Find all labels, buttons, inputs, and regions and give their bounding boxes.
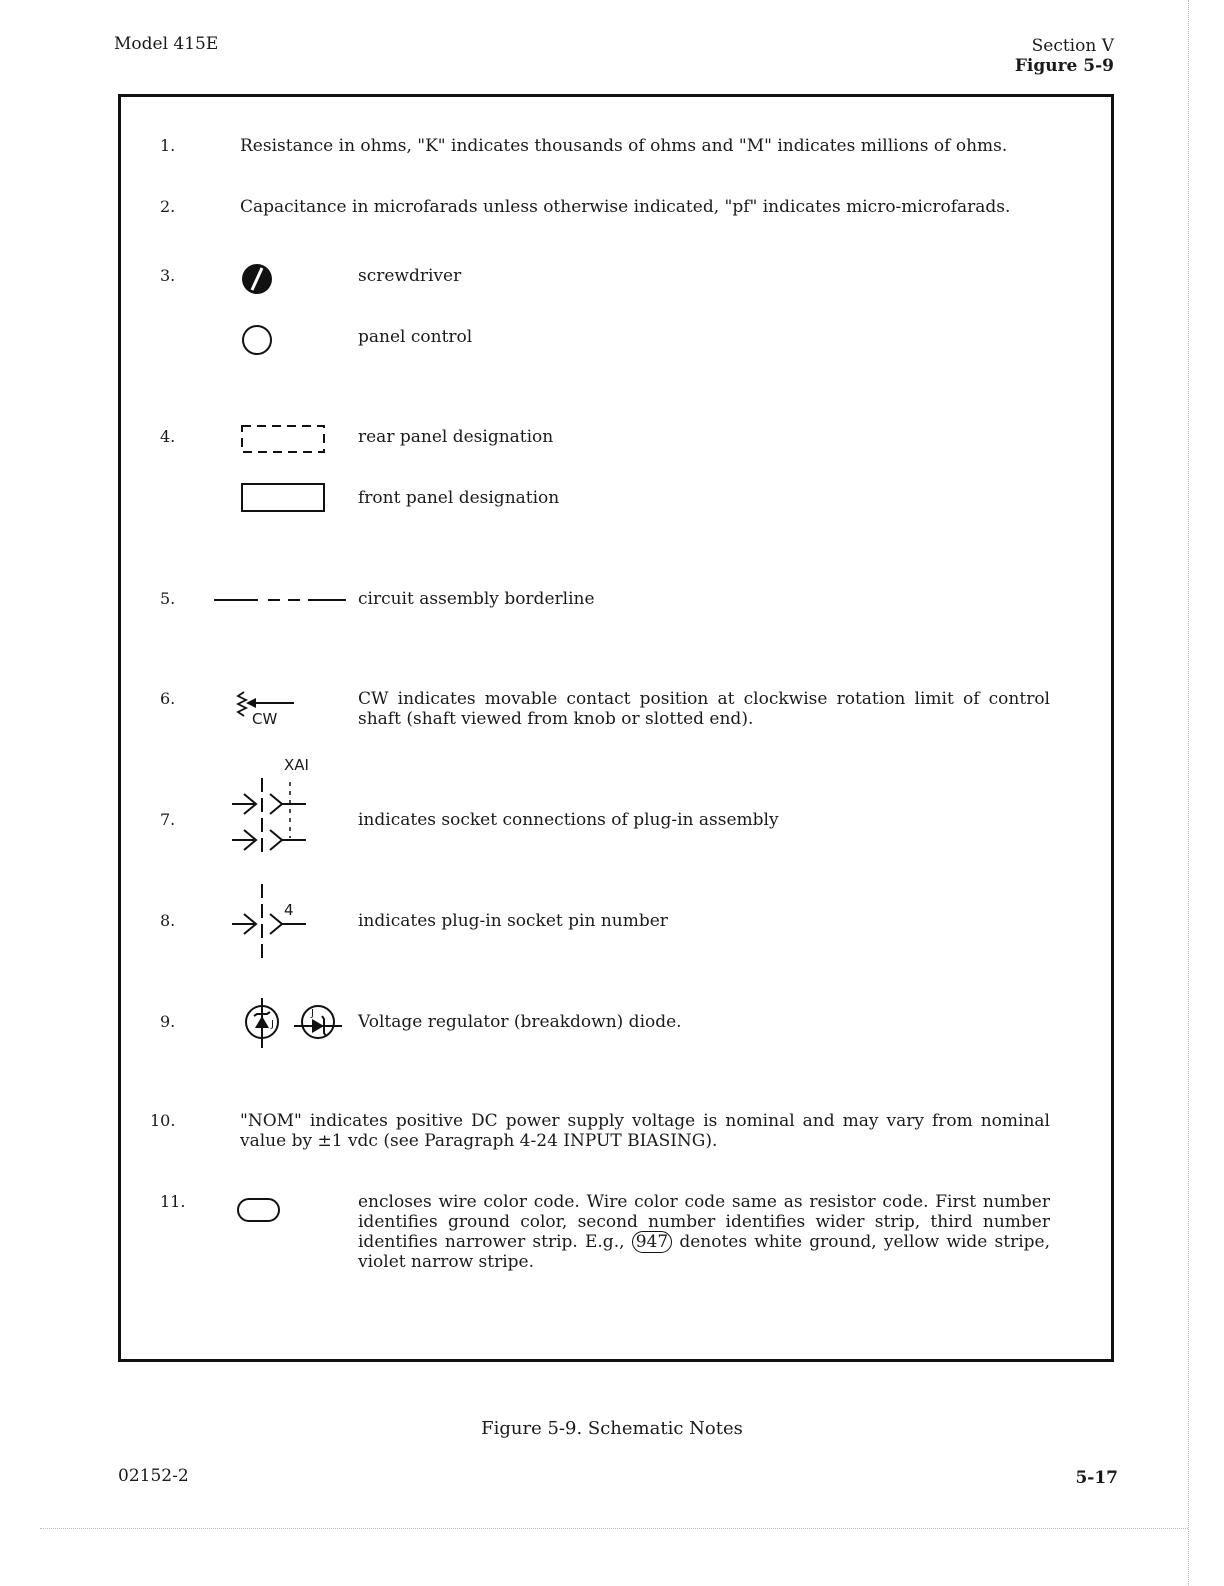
note-text: indicates socket connections of plug-in assembly [358,810,779,830]
wire-color-code-icon [236,1196,282,1226]
note-text: Resistance in ohms, "K" indicates thousands of ohms and "M" indicates millions of ohms. [240,136,1008,156]
figure-ref-label: Figure 5-9 [1014,56,1114,76]
model-label: Model 415E [114,34,219,54]
page-edge-bottom [40,1528,1188,1529]
page-edge-right [1188,0,1189,1586]
zener-diode-icon [240,996,344,1052]
socket-pin-icon [226,880,316,962]
example-color-code: 947 [632,1231,672,1253]
note-number: 10. [150,1111,176,1130]
borderline-icon [212,590,352,610]
xai-label: XAI [284,756,309,774]
note-text: indicates plug-in socket pin number [358,911,668,931]
note-text: Voltage regulator (breakdown) diode. [358,1012,682,1032]
note-number: 11. [160,1192,186,1211]
note-number: 7. [160,810,176,829]
note-number: 4. [160,427,176,446]
panel-control-icon [240,323,276,357]
section-label: Section V [1031,36,1114,56]
cw-symbol [236,688,300,732]
note-number: 3. [160,266,176,285]
panel-control-label: panel control [358,327,473,347]
front-panel-label: front panel designation [358,488,560,508]
note-number: 9. [160,1012,176,1031]
screwdriver-icon [240,262,276,296]
note-text: "NOM" indicates positive DC power supply voltage is nominal and may vary from nominal value by ±1 vdc (see Paragraph 4-24 INPUT BIASING). [240,1111,1050,1151]
figure-caption: Figure 5-9. Schematic Notes [481,1418,743,1439]
note-text: Capacitance in microfarads unless otherwise indicated, "pf" indicates micro-microfarads. [240,197,1011,217]
rear-panel-designation-icon [240,423,328,457]
note-number: 2. [160,197,176,216]
rear-panel-label: rear panel designation [358,427,554,447]
screwdriver-label: screwdriver [358,266,462,286]
note-text-after: denotes white ground, yellow wide stripe, violet narrow stripe. [358,1232,1050,1272]
note-number: 6. [160,689,176,708]
front-panel-designation-icon [240,482,328,516]
note-text-before: encloses wire color code. Wire color code same as resistor code. First number identifies ground color, second number identifies wider strip, third number identifies narrower strip. E.g., [358,1192,1050,1252]
svg-text:J: J [311,1008,314,1019]
note-text: CW indicates movable contact position at clockwise rotation limit of control shaft (shaft viewed from knob or slotted end). [358,689,1050,729]
pin-number-label: 4 [284,901,294,919]
borderline-label: circuit assembly borderline [358,589,595,609]
wire-color-note [358,1192,1050,1272]
socket-connections-icon [226,774,316,862]
cw-symbol-label: CW [252,710,278,728]
page-number: 5-17 [1075,1468,1118,1488]
note-number: 1. [160,136,176,155]
note-number: 5. [160,589,176,608]
note-number: 8. [160,911,176,930]
doc-number: 02152-2 [118,1466,189,1486]
svg-text:J: J [271,1019,274,1030]
